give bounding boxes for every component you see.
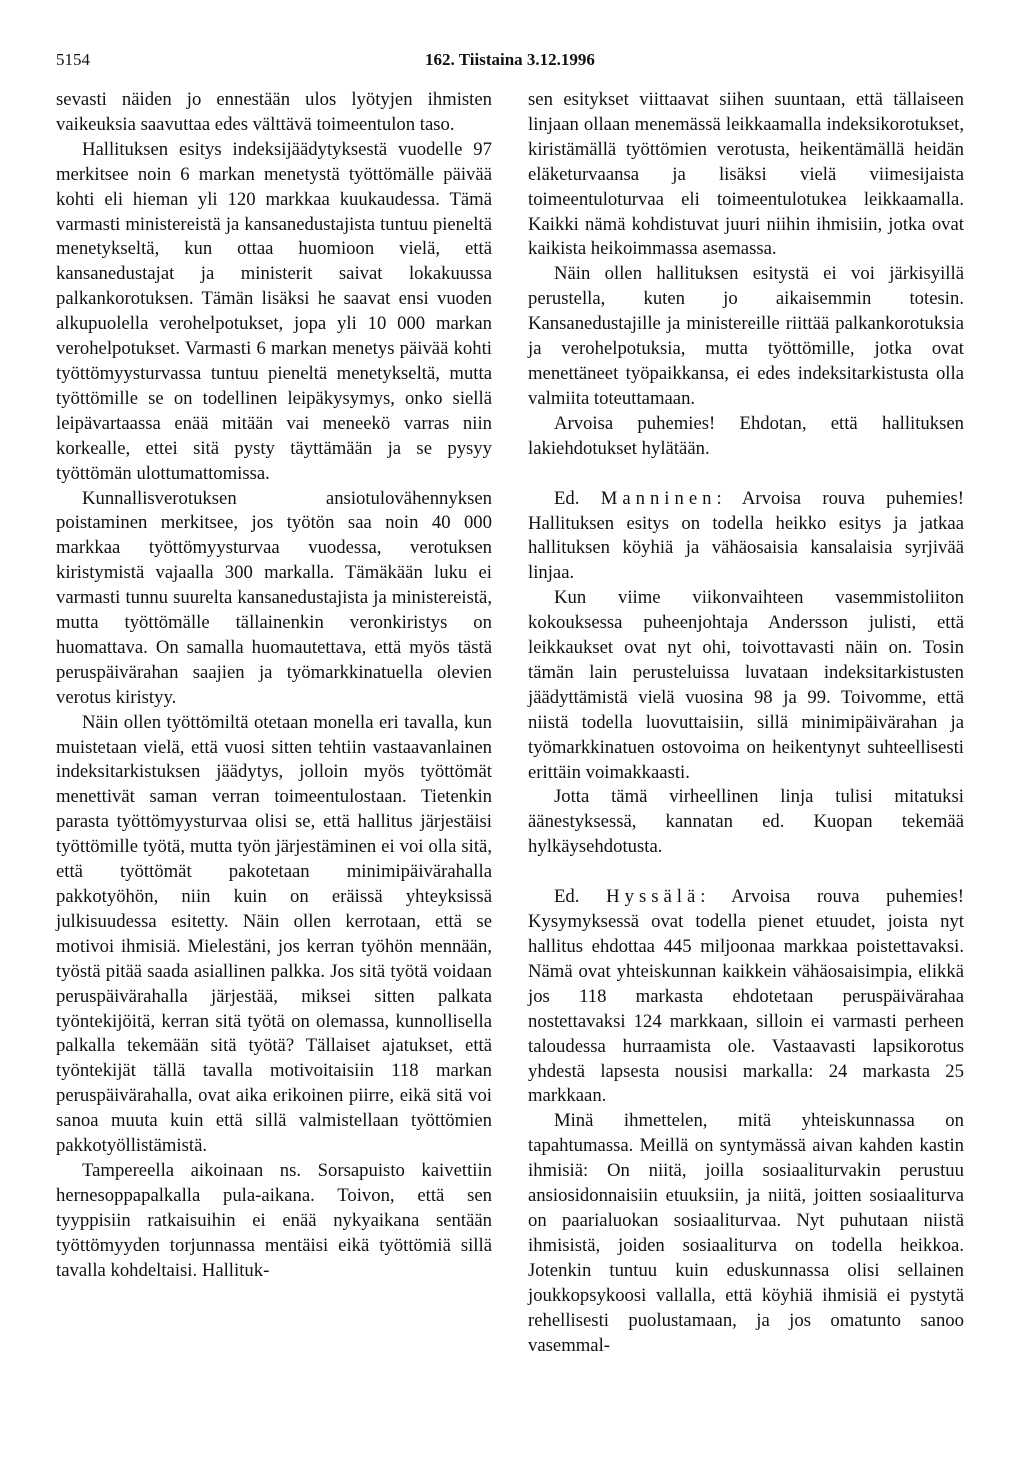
speaker-colon: : — [700, 886, 732, 908]
right-column — [528, 88, 964, 1358]
paragraph: Näin ollen työttömiltä otetaan monella eri tavalla, kun muistetaan vielä, että vuosi sitten tehtiin vastaavanlainen indeksitarkistuksen jäädytys, jolloin myös työttömät menettivät saman verran toimeentulostaan. Tietenkin parasta työttömyysturvaa olisi se, että hallitus järjestäisi työttömille työtä, mutta työn järjestäminen ei voi olla sitä, että työttömät pakotetaan minimipäivärahalla pakkotyöhön, niin kuin on eräissä yhteyksissä julkisuudessa esitetty. Näin ollen kerrotaan, että se motivoi ihmisiä. Mielestäni, jos kerran työhön mennään, työstä pitää saada asiallinen palkka. Jos sitä työtä voidaan peruspäivärahalla järjestää, miksei sitten palkata työntekijöitä, kerran sitä työtä on olemassa, kunnollisella palkalla tekemään sitä työtä? Tällaiset ajatukset, että työntekijät tällä tavalla motivoitaisiin 118 markan peruspäivärahalla, ovat aika erikoinen piirre, eikä sitä voi sanoa muuta kuin että sillä valmistellaan työttömien pakkotyöllistämistä. — [56, 711, 492, 1157]
speaker-prefix: Ed. — [554, 487, 601, 509]
left-column — [56, 88, 492, 1284]
speaker-paragraph — [528, 487, 964, 587]
speech-text: Arvoisa rouva puhemies! Kysymyksessä ovat todella pienet etuudet, joista nyt hallitus ehdottaa 445 miljoonaa markkaa poistettavaksi. Nämä ovat yhteiskunnan kaikkein vähäosaisimpia, elikkä jos 118 markasta ehdotetaan peruspäivärahaa nostettavaksi 124 markkaan, silloin ei varmasti perheen taloudessa hurraamista ole. Vastaavasti lapsikorotus yhdestä lapsesta nousisi markalla: 24 markasta 25 markkaan. — [528, 886, 964, 1107]
issue-heading: 162. Tiistaina 3.12.1996 — [425, 50, 595, 69]
paragraph: Näin ollen hallituksen esitystä ei voi järkisyillä perustella, kuten jo aikaisemmin totesin. Kansanedustajille ja ministereille riittää palkankorotuksia ja verohelpotuksia, mutta työttömille, jotka ovat menettäneet työpaikkansa, ei edes indeksitarkistusta olla valmiita toteuttamaan. — [528, 263, 964, 409]
speaker-prefix: Ed. — [554, 886, 607, 908]
paragraph: Arvoisa puhemies! Ehdotan, että hallituksen lakiehdotukset hylätään. — [528, 412, 964, 459]
paragraph: sen esitykset viittaavat siihen suuntaan, että tällaiseen linjaan ollaan menemässä leikkaamalla indeksikorotukset, kiristämällä työttömien verotusta, heikentämällä heidän eläketurvaansa ja lisäksi vielä viimesijaista toimeentuloturvaa eli toimeentulotukea leikkaamalla. Kaikki nämä kohdistuvat juuri niihin ihmisiin, jotka ovat kaikista heikoimmassa asemassa. — [528, 89, 964, 260]
paragraph: Minä ihmettelen, mitä yhteiskunnassa on tapahtumassa. Meillä on syntymässä aivan kahden kastin ihmisiä: On niitä, joilla sosiaaliturvakin perustuu ansiosidonnaisiin etuuksiin, ja niitä, joitten sosiaaliturva on paarialuokan sosiaaliturvaa. Nyt puhutaan niistä ihmisistä, joiden sosiaaliturva on todella heikkoa. Jotenkin tuntuu kuin eduskunnassa olisi sellainen joukkopsykoosi vallalla, että köyhiä ihmisiä ei pystytä rehellisesti puolustamaan, ja jos omatunto sanoo vasemmal- — [528, 1110, 964, 1356]
paragraph: Jotta tämä virheellinen linja tulisi mitatuksi äänestyksessä, kannatan ed. Kuopan tekemää hylkäysehdotusta. — [528, 786, 964, 858]
speaker-name: Manninen — [600, 487, 717, 509]
speaker-name: Hyssälä — [606, 886, 701, 908]
paragraph: Hallituksen esitys indeksijäädytyksestä vuodelle 97 merkitsee noin 6 markan menetystä työttömälle päivää kohti eli hieman yli 120 markkaa kuukaudessa. Tämä varmasti ministereistä ja kansanedustajista tuntuu pieneltä menetykseltä, kun ottaa huomioon vielä, että kansanedustajat ja ministerit saivat lokakuussa palkankorotuksen. Tämän lisäksi he saavat ensi vuoden alkupuolella verohelpotukset, jopa yli 10 000 markan verohelpotukset. Varmasti 6 markan menetys päivää kohti työttömyysturvassa tuntuu pieneltä menetykseltä, mutta työttömille se on todellinen leipäkysymys, onko siellä leipävartaassa enää mitään vai meneekö varras niin korkealle, ettei sitä pysty täyttämään ja se pysyy työttömän ulottumattomissa. — [56, 138, 492, 484]
paragraph: Kunnallisverotuksen ansiotulovähennyksen poistaminen merkitsee, jos työtön saa noin 40 000 markkaa työttömyysturvaa vuodessa, verotuksen kiristymistä vajaalla 300 markalla. Tämäkään luku ei varmasti tunnu suurelta kansanedustajista ja ministereistä, mutta työttömälle tällainenkin veronkiristys on huomattava. On samalla huomautettava, että myös tästä peruspäivärahan saajien ja työmarkkinatuella olevien verotus kiristyy. — [56, 487, 492, 708]
speaker-paragraph — [528, 885, 964, 1109]
paragraph: Tampereella aikoinaan ns. Sorsapuisto kaivettiin hernesoppapalkalla pula-aikana. Toivon, että sen tyyppisiin ratkaisuihin ei enää nykyaikana sentään työttömyyden torjunnassa mentäisi eikä työttömiä sillä tavalla kohdeltaisi. Hallituk- — [56, 1159, 492, 1281]
speech-text: Arvoisa rouva puhemies! Hallituksen esitys on todella heikko esitys ja jatkaa hallituksen köyhiä ja vähäosaisia kansalaisia syrjivää linjaa. — [528, 487, 965, 584]
paragraph: sevasti näiden jo ennestään ulos lyötyjen ihmisten vaikeuksia saavuttaa edes välttävä toimeentulon taso. — [56, 89, 492, 135]
speaker-colon: : — [716, 487, 742, 509]
page-number: 5154 — [56, 50, 90, 69]
paragraph: Kun viime viikonvaihteen vasemmistoliiton kokouksessa puheenjohtaja Andersson julisti, että leikkaukset ovat nyt ohi, toivottavasti näin on. Tosin tämän lain perusteluissa luvataan indeksitarkistusten jäädyttämistä vielä vuosina 98 ja 99. Toivomme, että niistä todella luovuttaisiin, sillä minimipäivärahan ja työmarkkinatuen ostovoima on heikentynyt suhteellisesti erittäin voimakkaasti. — [528, 587, 964, 783]
page-header — [56, 50, 964, 74]
